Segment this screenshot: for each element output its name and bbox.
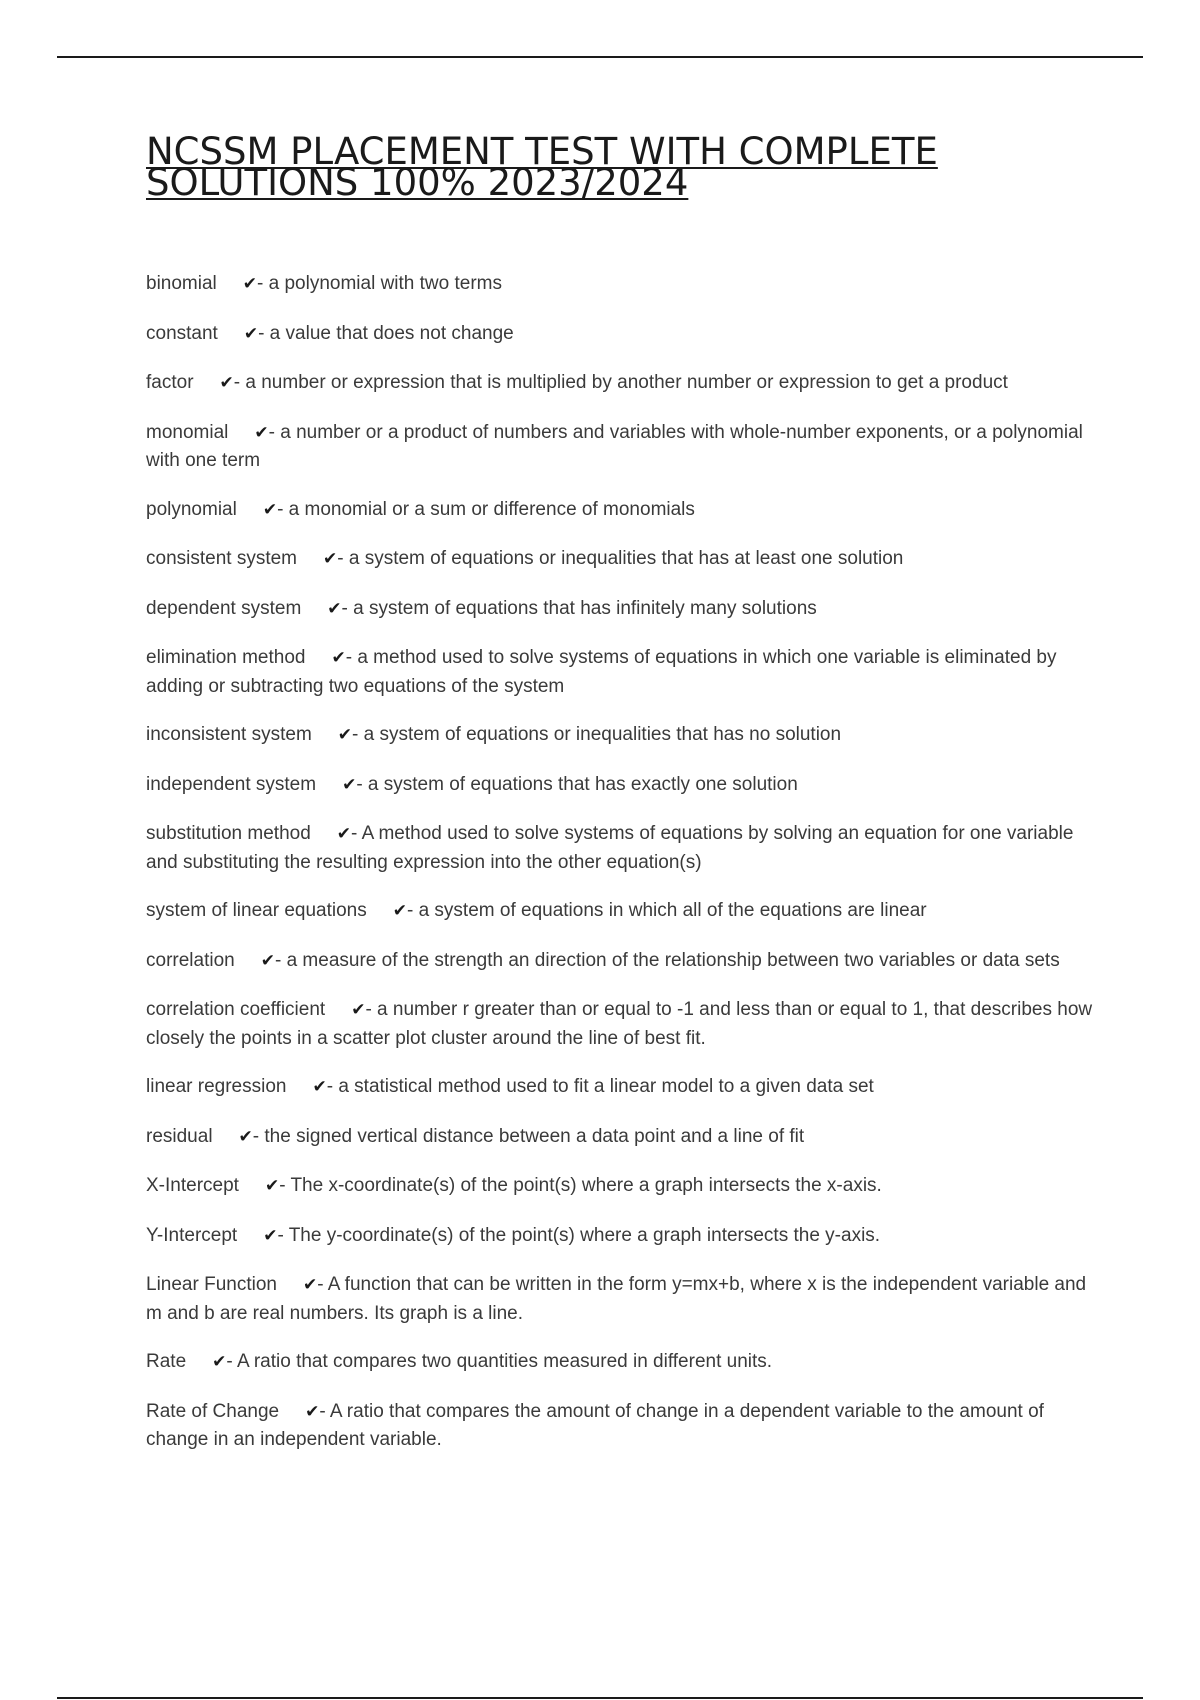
glossary-entry <box>146 369 1096 398</box>
glossary-term: Y-Intercept <box>146 1224 238 1246</box>
glossary-definition: - a method used to solve systems of equations in which one variable is eliminated by adding or subtracting two equations of the system <box>146 647 1057 697</box>
checkmark-icon: ✔ <box>331 648 346 668</box>
glossary-entry <box>146 644 1096 700</box>
checkmark-icon: ✔ <box>260 950 275 971</box>
glossary-definition: - A method used to solve systems of equations by solving an equation for one variable and substituting the resulting expression into the other equation(s) <box>146 823 1074 873</box>
glossary-entry <box>146 1271 1096 1327</box>
glossary-entry <box>146 947 1096 976</box>
glossary-definition: - a value that does not change <box>258 322 514 344</box>
glossary-term: X-Intercept <box>146 1175 239 1196</box>
glossary-definition: - a number or expression that is multiplied by another number or expression to get a product <box>233 372 1008 393</box>
glossary-definition: - the signed vertical distance between a data point and a line of fit <box>252 1125 805 1147</box>
glossary-term: inconsistent system <box>146 724 312 745</box>
checkmark-icon: ✔ <box>254 422 269 443</box>
glossary-entry <box>146 270 1096 299</box>
glossary-definition: - a measure of the strength an direction of the relationship between two variables or data sets <box>274 949 1060 971</box>
glossary-list <box>146 270 1096 1475</box>
glossary-term: constant <box>146 322 218 344</box>
glossary-term: substitution method <box>146 823 311 844</box>
checkmark-icon: ✔ <box>337 725 353 745</box>
glossary-definition: - a system of equations or inequalities that has no solution <box>352 724 842 745</box>
glossary-entry <box>146 996 1096 1052</box>
glossary-definition: - A ratio that compares the amount of change in a dependent variable to the amount of change in an independent variable. <box>146 1400 1044 1450</box>
glossary-definition: - A function that can be written in the form y=mx+b, where x is the independent variable and m and b are real numbers. Its graph is a line. <box>146 1274 1087 1324</box>
checkmark-icon: ✔ <box>242 274 258 294</box>
glossary-term: independent system <box>146 773 317 795</box>
glossary-definition: - a polynomial with two terms <box>257 273 502 294</box>
checkmark-icon: ✔ <box>327 598 342 619</box>
glossary-definition: - a system of equations in which all of the equations are linear <box>406 900 927 921</box>
glossary-definition: - a monomial or a sum or difference of monomials <box>277 498 695 520</box>
footer-rule <box>57 1697 1143 1699</box>
glossary-entry <box>146 545 1096 574</box>
checkmark-icon: ✔ <box>243 323 259 344</box>
glossary-entry <box>146 897 1096 926</box>
glossary-entry <box>146 1073 1096 1102</box>
checkmark-icon: ✔ <box>305 1401 320 1422</box>
glossary-entry <box>146 595 1096 624</box>
glossary-term: monomial <box>146 421 229 443</box>
title-line-2: SOLUTIONS 100% 2023/2024 <box>146 161 689 204</box>
glossary-definition: - The x-coordinate(s) of the point(s) where a graph intersects the x-axis. <box>279 1175 882 1196</box>
checkmark-icon: ✔ <box>263 1225 278 1246</box>
checkmark-icon: ✔ <box>392 901 407 921</box>
glossary-term: factor <box>146 372 194 393</box>
glossary-term: Linear Function <box>146 1274 277 1295</box>
glossary-entry <box>146 419 1096 475</box>
glossary-definition: - The y-coordinate(s) of the point(s) where a graph intersects the y-axis. <box>277 1224 881 1246</box>
glossary-entry <box>146 320 1096 349</box>
glossary-entry <box>146 496 1096 525</box>
checkmark-icon: ✔ <box>336 824 352 844</box>
glossary-term: correlation <box>146 949 235 971</box>
checkmark-icon: ✔ <box>264 1176 280 1196</box>
glossary-term: elimination method <box>146 647 306 668</box>
glossary-entry <box>146 771 1096 800</box>
checkmark-icon: ✔ <box>262 499 278 520</box>
checkmark-icon: ✔ <box>212 1352 227 1372</box>
glossary-term: correlation coefficient <box>146 999 326 1020</box>
glossary-entry <box>146 721 1096 750</box>
checkmark-icon: ✔ <box>342 774 357 795</box>
glossary-entry <box>146 1398 1096 1454</box>
checkmark-icon: ✔ <box>219 373 234 393</box>
glossary-definition: - a statistical method used to fit a linear model to a given data set <box>326 1076 874 1097</box>
glossary-term: dependent system <box>146 597 302 619</box>
glossary-term: polynomial <box>146 498 237 520</box>
checkmark-icon: ✔ <box>323 549 338 569</box>
glossary-term: consistent system <box>146 548 297 569</box>
checkmark-icon: ✔ <box>238 1126 253 1147</box>
glossary-definition: - a number r greater than or equal to -1 and less than or equal to 1, that describes how closely the points in a scatter plot cluster around the line of best fit. <box>146 999 1093 1049</box>
glossary-entry <box>146 1123 1096 1152</box>
glossary-term: Rate of Change <box>146 1400 280 1422</box>
glossary-definition: - a system of equations that has infinitely many solutions <box>341 597 817 619</box>
glossary-entry <box>146 1222 1096 1251</box>
glossary-term: system of linear equations <box>146 900 367 921</box>
glossary-definition: - a system of equations that has exactly one solution <box>356 773 798 795</box>
glossary-term: residual <box>146 1125 213 1147</box>
checkmark-icon: ✔ <box>312 1077 327 1097</box>
glossary-entry <box>146 820 1096 876</box>
glossary-entry <box>146 1172 1096 1201</box>
glossary-term: linear regression <box>146 1076 287 1097</box>
glossary-term: Rate <box>146 1351 187 1372</box>
glossary-entry <box>146 1348 1096 1377</box>
glossary-definition: - a system of equations or inequalities that has at least one solution <box>337 548 904 569</box>
glossary-term: binomial <box>146 273 217 294</box>
title-line-1: NCSSM PLACEMENT TEST WITH COMPLETE <box>146 130 938 173</box>
checkmark-icon: ✔ <box>351 1000 366 1020</box>
header-rule <box>57 56 1143 58</box>
checkmark-icon: ✔ <box>302 1275 318 1295</box>
document-title <box>146 130 1046 204</box>
glossary-definition: - a number or a product of numbers and variables with whole-number exponents, or a polynomial with one term <box>146 421 1083 471</box>
glossary-definition: - A ratio that compares two quantities measured in different units. <box>226 1351 773 1372</box>
